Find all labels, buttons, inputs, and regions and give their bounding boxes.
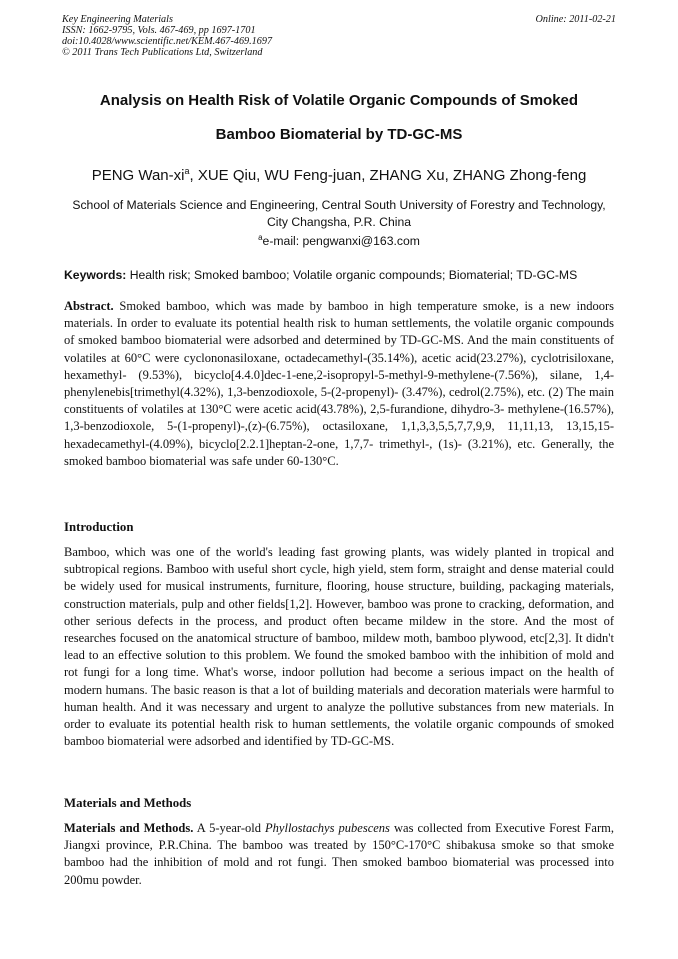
keywords: [64, 268, 616, 282]
section-heading-materials-methods: Materials and Methods: [64, 796, 192, 810]
abstract-label: Abstract.: [64, 299, 114, 313]
introduction-paragraph: Bamboo, which was one of the world's leading fast growing plants, was widely planted in tropical and subtropical regions. Bamboo with useful short cycle, high yield, stem form, straight and dense material could be widely used for musical instruments, furniture, flooring, house structure, building, packaging materials, construction materials, pulp and other fields[1,2]. However, bamboo was prone to cracking, deformation, and other serious defects in the process, and product often became mildew in the store. And the most of researches focused on the anatomical structure of bamboo, mildew moth, bamboo plywood, etc[2,3]. It didn't lead to an effective solution to this problem. We found the smoked bamboo with the inhibition of mold and rot fungi for a long time. What's worse, indoor pollution had become a serious impact on the health of modern humans. The basic reason is that a lot of building materials and decoration materials were harmful to human health. And it was necessary and urgent to analyze the pollutive substances from new materials. In order to evaluate its potential health risk to human settlements, the volatile organic compounds of smoked bamboo biomaterial were adsorbed and identified by TD-GC-MS.: [64, 545, 614, 749]
affiliation: [50, 197, 628, 250]
author-list: [40, 166, 638, 184]
email-marker: a: [258, 233, 263, 242]
affiliation-line1: School of Materials Science and Engineering, Central South University of Forestry and Technology,: [72, 198, 606, 212]
paper-title-line1: Analysis on Health Risk of Volatile Organic Compounds of Smoked: [99, 92, 579, 109]
keywords-text: Health risk; Smoked bamboo; Volatile organic compounds; Biomaterial; TD-GC-MS: [126, 268, 578, 282]
abstract: [64, 298, 614, 470]
mm-species: Phyllostachys pubescens: [265, 821, 390, 835]
section-heading-introduction: Introduction: [64, 520, 134, 534]
online-date: Online: 2011-02-21: [535, 14, 616, 25]
mm-pre: A 5-year-old: [193, 821, 266, 835]
materials-methods-paragraph: [64, 820, 614, 889]
author-first: PENG Wan-xi: [91, 167, 185, 184]
journal-header: [62, 14, 616, 58]
journal-name: Key Engineering Materials: [62, 14, 173, 25]
email-line: [50, 230, 628, 250]
keywords-label: Keywords:: [64, 268, 127, 282]
issn-line: ISSN: 1662-9795, Vols. 467-469, pp 1697-1701: [62, 25, 256, 36]
email-text: e-mail: pengwanxi@163.com: [262, 234, 420, 249]
affiliation-line2: City Changsha, P.R. China: [266, 214, 412, 229]
mm-post: was collected from Executive Forest Farm, Jiangxi province, P.R.China. The bamboo was treated by 150°C-170°C shibakusa smoke so that smoke bamboo had the inhibition of mold and rot fungi. Then smoked bamboo biomaterial was processed into 200mu powder.: [64, 821, 614, 887]
author-affil-marker: a: [184, 166, 190, 176]
doi-line: doi:10.4028/www.scientific.net/KEM.467-469.1697: [62, 36, 273, 47]
author-rest: , XUE Qiu, WU Feng-juan, ZHANG Xu, ZHANG Zhong-feng: [189, 167, 587, 184]
mm-label: Materials and Methods.: [64, 821, 194, 835]
paper-title-line2: Bamboo Biomaterial by TD-GC-MS: [215, 126, 463, 143]
copyright-line: © 2011 Trans Tech Publications Ltd, Switzerland: [62, 47, 263, 58]
abstract-text: Smoked bamboo, which was made by bamboo in high temperature smoke, is a new indoors materials. In order to evaluate its potential health risk to human settlements, the volatile organic compounds of smoked bamboo biomaterial were adsorbed and determined by TD-GC-MS. And the main constituents of volatiles at 60°C were cyclononasiloxane, octadecamethyl-(35.14%), acetic acid(23.27%), cyclotrisiloxane, hexamethyl- (9.53%), bicyclo[4.4.0]dec-1-ene,2-isopropyl-5-methyl-9-methylene-(7.56%), silane, 1,4-phenylenebis[trimethyl(4.32%), 1,3-benzodioxole, 5-(2-propenyl)- (3.47%), cedrol(2.75%), etc. (2) The main constituents of volatiles at 130°C were acetic acid(43.78%), 2,5-furandione, dihydro-3- methylene-(16.57%), 1,3-benzodioxole, 5-(1-propenyl)-,(z)-(6.75%), octasiloxane, 1,1,3,3,5,5,7,7,9,9, 11,11,13, 13,15,15- hexadecamethyl-(4.09%), bicyclo[2.2.1]heptan-2-one, 1,7,7- trimethyl-, (1s)- (3.21%), etc. Generally, the smoked bamboo biomaterial was safe under 60-130°C.: [64, 299, 614, 468]
